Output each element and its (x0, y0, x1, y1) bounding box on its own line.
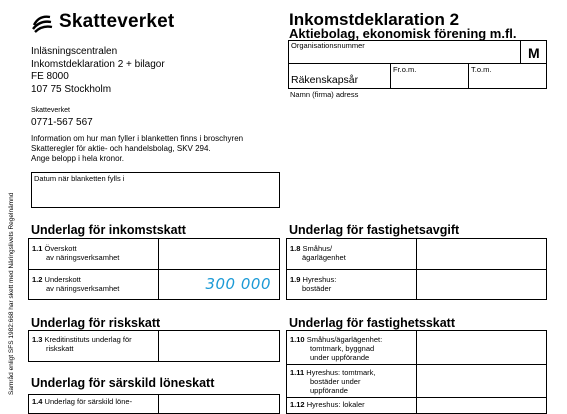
row-label-1-2: 1.2 Underskott av näringsverksamhet (32, 275, 120, 293)
special-payroll-tax-title: Underlag för särskild löneskatt (31, 376, 215, 390)
risk-tax-table (28, 330, 280, 362)
type-code: M (528, 45, 540, 61)
income-tax-title: Underlag för inkomstskatt (31, 223, 186, 237)
recipient-address (31, 46, 165, 96)
instruction-line: Ange belopp i hela kronor. (31, 154, 124, 163)
property-fee-title: Underlag för fastighetsavgift (289, 223, 460, 237)
address-line: FE 8000 (31, 71, 69, 82)
special-payroll-tax-table (28, 394, 280, 414)
instruction-line: Skatteregler för aktie- och handelsbolag, SKV 294. (31, 144, 211, 153)
row-label-1-10: 1.10 Småhus/ägarlägenhet: tomtmark, byggnad under uppförande (290, 335, 383, 362)
row-label-1-4: 1.4 Underlag för särskild löne- (32, 397, 133, 406)
row-label-1-11: 1.11 Hyreshus: tomtmark, bostäder under uppförande (290, 368, 376, 395)
row-label-1-1: 1.1 Överskott av näringsverksamhet (32, 244, 120, 262)
contact-label: Skatteverket (31, 107, 70, 114)
property-fee-table (286, 238, 547, 300)
fiscal-year-label: Räkenskapsår (291, 74, 359, 86)
field-1-12[interactable] (417, 398, 546, 413)
org-number-field[interactable] (288, 40, 521, 64)
logo-text: Skatteverket (59, 11, 175, 32)
side-note: Samråd enligt SFS 1982:668 har skett med Näringslivets Regelnämnd (8, 192, 15, 395)
instruction-line: Information om hur man fyller i blanketten finns i broschyren (31, 134, 244, 143)
form-title: Inkomstdeklaration 2 (289, 10, 460, 29)
instructions (31, 134, 243, 164)
to-date-field[interactable] (469, 72, 546, 88)
from-date-field[interactable] (391, 72, 468, 88)
date-filled-label: Datum när blanketten fylls i (34, 174, 125, 183)
field-1-11[interactable] (417, 365, 546, 397)
name-address-label: Namn (firma) adress (290, 90, 359, 99)
risk-tax-title: Underlag för riskskatt (31, 316, 161, 330)
date-filled-field[interactable] (31, 172, 280, 208)
field-1-2[interactable] (159, 270, 279, 299)
field-1-8[interactable] (417, 239, 546, 269)
row-label-1-12: 1.12 Hyreshus: lokaler (290, 400, 365, 409)
org-number-label: Organisationsnummer (291, 41, 365, 50)
fiscal-year-row (288, 63, 547, 89)
phone-number: 0771-567 567 (31, 117, 93, 128)
property-tax-table (286, 330, 547, 414)
skatteverket-logo-icon (31, 11, 53, 33)
type-code-box (520, 40, 547, 64)
row-label-1-9: 1.9 Hyreshus: bostäder (290, 275, 337, 293)
field-1-10[interactable] (417, 331, 546, 364)
from-date-label: Fr.o.m. (393, 65, 417, 74)
row-label-1-3: 1.3 Kreditinstituts underlag för riskskatt (32, 335, 132, 353)
handwritten-value-1-2: 300 000 (205, 275, 271, 293)
field-1-9[interactable] (417, 270, 546, 299)
logo (31, 9, 181, 35)
address-line: Inkomstdeklaration 2 + bilagor (31, 58, 165, 70)
row-label-1-8: 1.8 Småhus/ ägarlägenhet (290, 244, 346, 262)
field-1-1[interactable] (159, 239, 279, 269)
form-subtitle: Aktiebolag, ekonomisk förening m.fl. (289, 26, 517, 41)
income-tax-table (28, 238, 280, 300)
address-line: 107 75 Stockholm (31, 83, 112, 95)
field-1-3[interactable] (159, 331, 279, 361)
property-tax-title: Underlag för fastighetsskatt (289, 316, 456, 330)
to-date-label: T.o.m. (471, 65, 492, 74)
field-1-4[interactable] (159, 395, 279, 413)
address-line: Inläsningscentralen (31, 46, 118, 57)
